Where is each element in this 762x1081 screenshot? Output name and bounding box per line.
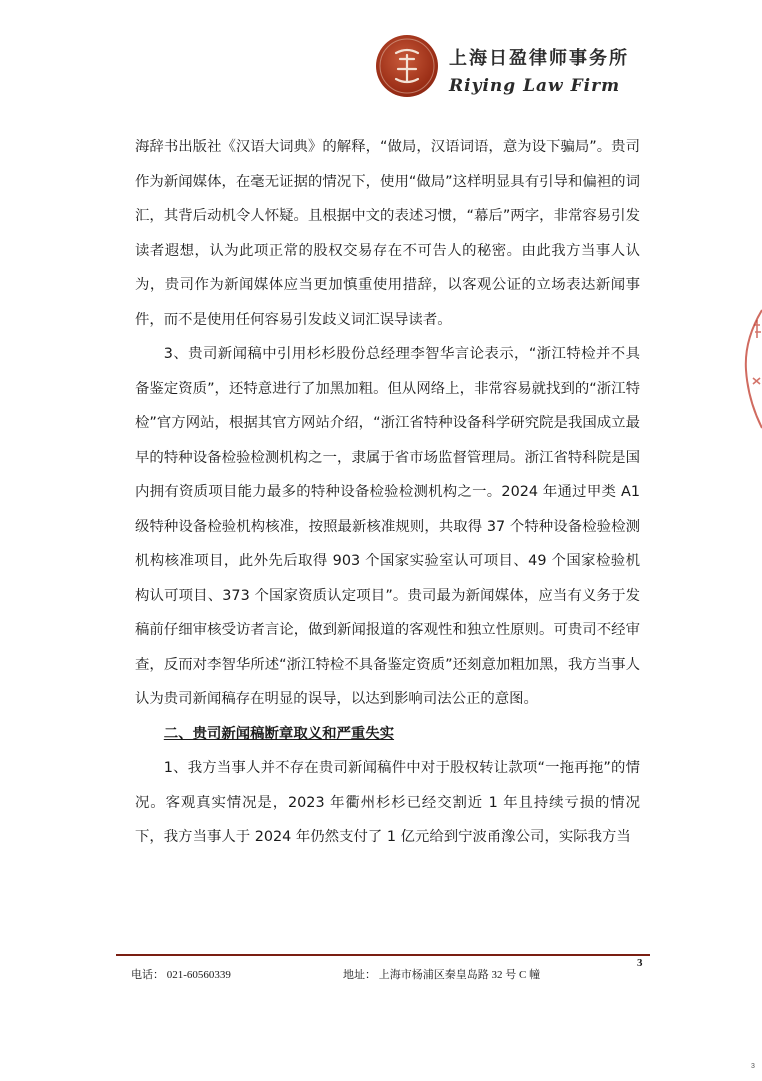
- scan-page-number: 3: [751, 1063, 755, 1070]
- firm-name-chinese: 上海日盈律师事务所: [449, 48, 629, 69]
- footer-address: 地址： 上海市杨浦区秦皇岛路 32 号 C 幢: [343, 969, 541, 981]
- partial-seal-stamp: [740, 300, 762, 435]
- letter-body: [135, 130, 640, 855]
- paragraph-item-1: 1、我方当事人并不存在贵司新闻稿件中对于股权转让款项“一拖再拖”的情况。客观真实情况是，2023 年衢州杉杉已经交割近 1 年且持续亏损的情况下，我方当事人于 2024 年仍然支付了 1 亿元给到宁波甬潒公司，实际我方当: [135, 760, 640, 845]
- paragraph-item-3: 3、贵司新闻稿中引用杉杉股份总经理李智华言论表示，“浙江特检并不具备鉴定资质”，还特意进行了加黑加粗。但从网络上，非常容易就找到的“浙江特检”官方网站，根据其官方网站介绍，“浙江省特种设备科学研究院是我国成立最早的特种设备检验检测机构之一，隶属于省市场监督管理局。浙江省特科院是国内拥有资质项目能力最多的特种设备检验检测机构之一。2024 年通过甲类 A1 级特种设备检验机构核准，按照最新核准规则，共取得 37 个特种设备检验检测机构核准项目，此外先后取得 903 个国家实验室认可项目、49 个国家检验机构认可项目、373 个国家资质认定项目”。贵司最为新闻媒体，应当有义务于发稿前仔细审核受访者言论，做到新闻报道的客观性和独立性原则。可贵司不经审查，反而对李智华所述“浙江特检不具备鉴定资质”还刻意加粗加黑，我方当事人认为贵司新闻稿存在明显的误导，以达到影响司法公正的意图。: [135, 346, 640, 707]
- footer-phone: 电话： 021-60560339: [131, 969, 231, 981]
- section-heading: 二、贵司新闻稿断章取义和严重失实: [163, 725, 395, 742]
- firm-logo-seal: [376, 35, 438, 97]
- footer-divider: [116, 954, 650, 956]
- page-number: 3: [637, 957, 643, 969]
- firm-name-english: Riying Law Firm: [449, 76, 621, 96]
- paragraph-continuation: 海辞书出版社《汉语大词典》的解释，“做局，汉语词语，意为设下骗局”。贵司作为新闻媒体，在毫无证据的情况下，使用“做局”这样明显具有引导和偏袒的词汇，其背后动机令人怀疑。且根据中文的表述习惯，“幕后”两字，非常容易引发读者遐想，认为此项正常的股权交易存在不可告人的秘密。由此我方当事人认为，贵司作为新闻媒体应当更加慎重使用措辞，以客观公证的立场表达新闻事件，而不是使用任何容易引发歧义词汇误导读者。: [135, 139, 640, 328]
- seal-glyph-icon: [376, 35, 438, 97]
